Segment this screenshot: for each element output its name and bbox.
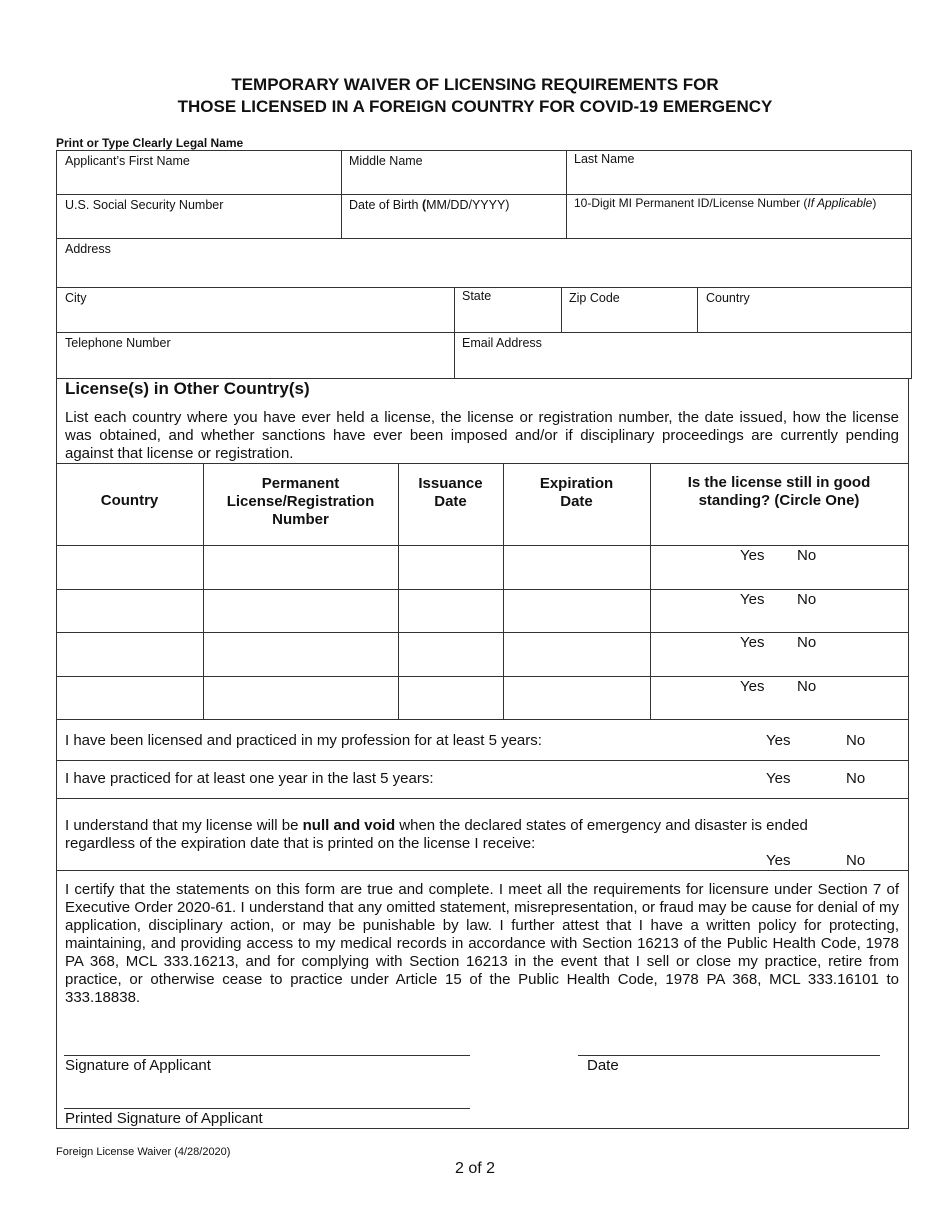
col-issuance-header: Issuance Date (418, 475, 483, 510)
address-label: Address (65, 242, 111, 256)
print-instruction: Print or Type Clearly Legal Name (56, 136, 244, 150)
row4-no-option[interactable]: No (797, 678, 817, 695)
col-expiration-header: Expiration Date (539, 475, 614, 510)
row3-issuance-input[interactable] (402, 637, 502, 673)
row1-issuance-input[interactable] (402, 550, 502, 586)
dob-input[interactable] (348, 214, 562, 236)
row1-license-input[interactable] (207, 550, 397, 586)
zip-input[interactable] (568, 307, 696, 329)
first-name-input[interactable] (64, 170, 338, 192)
row2-expiration-input[interactable] (507, 594, 649, 629)
address-input[interactable] (64, 260, 908, 284)
row3-country-input[interactable] (60, 637, 202, 673)
state-input[interactable] (461, 307, 560, 329)
form-footer: Foreign License Waiver (4/28/2020) (56, 1146, 231, 1158)
certification-statement: I certify that the statements on this form are true and complete. I meet all the requirements for licensure under Section 7 of Executive Order 2020-61. I understand that any omitted statement, misrepresentation, or fraud may be cause for denial of my application, disciplinary action, or may be punishable by law. I further attest that I have a written policy for protecting, maintaining, and providing access to my medical records in accordance with Section 16213 of the Public Health Code, 1978 PA 368, MCL 333.16213, and for complying with Section 16213 in the event that I sell or close my practice, retire from practice, or otherwise cease to practice under Article 15 of the Public Health Code, 1978 PA 368, MCL 333.16101 to 333.18838. (65, 881, 899, 1006)
printed-signature-label: Printed Signature of Applicant (65, 1110, 263, 1127)
row2-no-option[interactable]: No (797, 591, 817, 608)
last-name-label: Last Name (574, 152, 635, 166)
telephone-label: Telephone Number (65, 336, 171, 350)
date-label: Date (587, 1057, 619, 1074)
state-label: State (462, 289, 492, 303)
row2-issuance-input[interactable] (402, 594, 502, 629)
row2-yes-option[interactable]: Yes (740, 591, 765, 608)
form-title-line-1: TEMPORARY WAIVER OF LICENSING REQUIREMENTS FOR (231, 75, 719, 94)
row1-yes-option[interactable]: Yes (740, 547, 765, 564)
licenses-instructions: List each country where you have ever held a license, the license or registration number, the date issued, how the license was obtained, and whether sanctions have ever been imposed and/or if disciplinary proceedings are currently pending against that license or registration. (65, 409, 899, 462)
q3-yes-option[interactable]: Yes (766, 852, 791, 869)
q2-no-option[interactable]: No (846, 770, 866, 787)
middle-name-input[interactable] (348, 170, 562, 192)
signature-input[interactable] (64, 1030, 474, 1054)
row4-issuance-input[interactable] (402, 681, 502, 716)
middle-name-label: Middle Name (349, 154, 423, 168)
signature-label: Signature of Applicant (65, 1057, 211, 1074)
q2-yes-option[interactable]: Yes (766, 770, 791, 787)
zip-label: Zip Code (569, 291, 620, 305)
q3-no-option[interactable]: No (846, 852, 866, 869)
row3-license-input[interactable] (207, 637, 397, 673)
q1-no-option[interactable]: No (846, 732, 866, 749)
licenses-heading: License(s) in Other Country(s) (65, 379, 310, 398)
email-label: Email Address (462, 336, 542, 350)
country-input[interactable] (705, 307, 909, 329)
mi-id-input[interactable] (573, 214, 907, 236)
last-name-input[interactable] (573, 170, 907, 192)
row4-country-input[interactable] (60, 681, 202, 716)
row3-yes-option[interactable]: Yes (740, 634, 765, 651)
row4-expiration-input[interactable] (507, 681, 649, 716)
date-input[interactable] (578, 1030, 884, 1054)
email-input[interactable] (461, 352, 905, 376)
row1-expiration-input[interactable] (507, 550, 649, 586)
question-licensed-5-years: I have been licensed and practiced in my profession for at least 5 years: (65, 732, 542, 749)
city-input[interactable] (64, 307, 451, 329)
form-title-line-2: THOSE LICENSED IN A FOREIGN COUNTRY FOR COVID-19 EMERGENCY (177, 97, 773, 116)
row4-license-input[interactable] (207, 681, 397, 716)
ssn-input[interactable] (64, 214, 338, 236)
col-country-header: Country (100, 492, 159, 509)
telephone-input[interactable] (64, 352, 451, 376)
row1-country-input[interactable] (60, 550, 202, 586)
col-standing-header: Is the license still in good standing? (Circle One) (687, 474, 871, 509)
row4-yes-option[interactable]: Yes (740, 678, 765, 695)
city-label: City (65, 291, 87, 305)
question-null-and-void: I understand that my license will be null and void when the declared states of emergency and disaster is ended regardless of the expiration date that is printed on the license I receive: (65, 817, 808, 852)
printed-signature-input[interactable] (64, 1084, 474, 1108)
q1-yes-option[interactable]: Yes (766, 732, 791, 749)
row1-no-option[interactable]: No (797, 547, 817, 564)
mi-id-label: 10-Digit MI Permanent ID/License Number (If Applicable) (574, 196, 877, 210)
row3-no-option[interactable]: No (797, 634, 817, 651)
row2-country-input[interactable] (60, 594, 202, 629)
col-license-header: Permanent License/Registration Number (226, 475, 375, 528)
country-label: Country (706, 291, 750, 305)
dob-label: Date of Birth (MM/DD/YYYY) (349, 198, 510, 212)
row2-license-input[interactable] (207, 594, 397, 629)
ssn-label: U.S. Social Security Number (65, 198, 224, 212)
row3-expiration-input[interactable] (507, 637, 649, 673)
page-number: 2 of 2 (454, 1160, 496, 1177)
question-practiced-1-year: I have practiced for at least one year in the last 5 years: (65, 770, 434, 787)
first-name-label: Applicant’s First Name (65, 154, 190, 168)
